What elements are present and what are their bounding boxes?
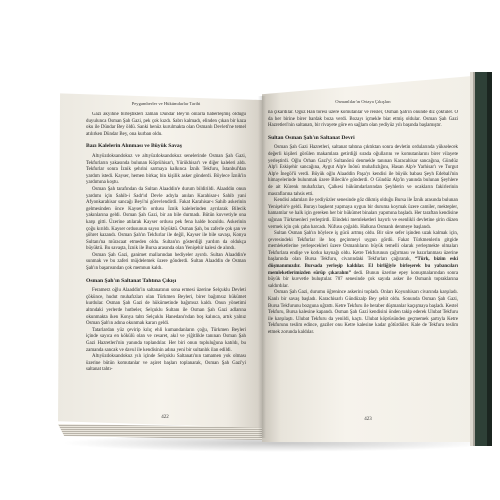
bold-quote: “Türk, bizim eski düşmanımızdır. Bursada yerleşip kaldılar. El birliğiyle birleşerek bu yabancıları memleketlerimizden sürüp çıkaralım”: [268, 257, 458, 276]
paragraph: [268, 231, 458, 290]
book-spine: [258, 96, 266, 438]
book-edge-cover: [470, 72, 492, 446]
section-heading: Bazı Kalelerin Alınması ve Büyük Savaş: [86, 143, 182, 150]
paragraph: Feramerz oğlu Alaaddin'in saltanatının sona ermesi üzerine Selçuklu Devleti çökünce, hudut muhafızları olan Türkmen Beyleri, birer bağımsız hükümet kurdular. Osman Şah Gazi de hükümetinde bağımsız kaldı. Onun yönetimi altındaki yerlerde hutbeler, Selçuklu Sultanı ile Osman Şah Gazi adlarına okunmakta iken Konya tahtı Selçuklu Hanedanı'ndan boş kalınca, artık yalnız Osman Şah'ın adına okunmak kararı geldi.: [86, 288, 246, 327]
paragraph: Osman Şah Gazi, durumu öğrenince askerini topladı. Onları Koyunhisarı civarında karşıladı. Kanlı bir savaş başladı. Karachisarlı Gündüzalp Bey şehit oldu. Sonunda Osman Şah Gazi, Bursa Tekfurunu bozguna uğrattı. Ketre Tekfuru ile beraber düşmanlar kaçışmaya başladı. Kestel Tekfuru, Bursa kalesine kapandı. Osman Şah Gazi kendisini önden takip ederek Ulubat Tekfuru ile karşılaştı. Ulubat Tekfuru da yenildi, kaçtı. Ulubat köprüsünden geçmemek şartıyla Ketre Tekfurunu teslim edince, gaziler onu Ketre kalesine kadar götürdüler. Kale de Tekfuru teslim etmek zorunda kaldılar.: [268, 290, 458, 335]
paragraph: Osman Şah Gazi Hazretleri, saltanat tahtına çıktıktan sonra devletin ordularında yükselecek değerli kişileri görülen makamlara getirdiği sırada oğullarını ve komutanlarını birer vilayete yerleştirdi. Oğlu Orhan Gazi'yi Sultanönü denmekle tanınan Karacahisar sancağına, Gündüz Alp'i Eskişehir sancağına, Aygut Alp'e İnönü muhafızlığını, Hasan Alp'e Yarhisar'ı ve Turgut Alp'e İnegöl'ü verdi. Büyük oğlu Alaaddin Paşa'yı kendisi ile büyük babası Şeyh Edebali'nin himayelerinde bulunmak üzere Bilecik'e gönderdi. O Gündüz Alp'in yanında bulunan Şeyhlere de ait Kürenk muhafızları, Çalkesi hükümdarlarından Şeyhlerin ve ocakların fakirlerinin masraflarına tahsis etti.: [268, 145, 458, 197]
right-running-header: Osmanlılar'ın Ortaya Çıkışları: [335, 99, 391, 104]
paragraph: Gazi akyihne birleştikleri zaman Dündar Bey'in onlarla haberleşmiş olduğu duyulunca Osman Şah Gazi, pek çok kızdı. Sabrı kalmadı, elinden çıkan bir kaza oku ile Dündar Bey öldü. Sanki henüz kurulmakta olan Osmanlı Devleti'ne temel atılırken Dündar Bey, ona kurban oldu.: [86, 112, 246, 137]
paragraph: Kendisi adamları ile yediyüzler senesinde göz dikmiş olduğu Bursa ile İznik arasında bulunan Yenişehir'e geldi. Burayı başkent yapmaya uygun bir duruma koymak üzere camiler, mektepler, hamamlar ve halk için gereken her bir hükümet binaları yapımına başladı. Her taraftan kendisine sığınan Türkmenleri yerleştirdi. Elindeki memleketleri hayırlı ve esenlikli devletine şirin düzen vermek için çok çaba harcadı. Nüfusu çoğaldı. Halkına Osmanlı denmeye başlandı.: [268, 198, 458, 230]
left-running-header: Peygamberler ve Hükümdarlar Tarihi: [131, 101, 201, 106]
left-page-number: 422: [161, 415, 169, 420]
paragraph: na çıkardılar. Oğuz Han töresi üzere komutanlar ve reisler, Osman Şah'ın önünde diz çöktüler. O da her birine birer bardak boza verdi. Bozayı içmekle biat etmiş oldular. Osman Şah Gazi Hazretleri'nin saltanatı, bir rivayete göre en sağlam olan yediyüz yılı başında başlamıştır.: [268, 110, 458, 129]
section-heading: Osman Şah'ın Saltanat Tahtına Çıkışı: [86, 277, 177, 284]
right-page-text: [268, 110, 458, 414]
paragraph: Altıyüzdoksandokuz ve altıyüzdoksandokuz senelerinde Osman Şah Gazi, Tekfurların yakasında bulunan Köprühisar'ı, Yürükhisar'ı ve diğer kaleleri aldı. Tekfurlar sonra İznik şehrini sarmaya kalkınca İznik Tekfuru, İstanbul'dan yardım istedi. Kayser, hemen birkaç bin kişilik asker gönderdi. Böylece İznik'in yardımına koştu.: [86, 153, 246, 186]
left-page-text: [86, 112, 246, 412]
paragraph: Tatarlardan yüz çevirip kılıç ehli kumandanların çoğu, Türkmen Beyleri içinde sayıca en kökülü olan ve cesaret, akıl ve yiğitlikle tanınan Osman Şah Gazi Hazretleri'nin yanında toplandılar. Her biri onun topluluğuna katıldı, bu zamanda sancak ve davul ile kendisinin adına yeni bir sultanlık ilan edildi.: [86, 327, 246, 353]
paragraph: Altıyüzdoksandokuz yılı içinde Selçuklu Saltanatı'nın tamamen yok olması üzerine bütün komutanlar ve aşiret başları toplanarak, Osman Şah Gazi'yi saltanat tahtı-: [86, 354, 246, 373]
section-heading: Sultan Osman Şah'ın Saltanat Devri: [268, 134, 355, 141]
paragraph-text: Sultan Osman Şah'ın böylece iş gücü artmış oldu. Bir süre sefer işinden uzak kalmak için, çevresindeki Tekfurlar ile hoş geçinmeyi uygun gördü. Fakat Türkmenlerin gitgide memleketlerine yerleşecekleri üzere Osmanlıların büyük temelli olarak yerleşmekte olmaları Tekfurlara endişe ve korku kaynağı oldu. Ketre Tekfurunun çağırması ve hazırlanması üzerine başlarında olan Bursa Tekfuru, civarındaki Tekfurları çağırarak,: [268, 231, 458, 263]
right-page-number: 423: [364, 417, 372, 422]
paragraph: Osman Şah Gazi, ganimet mallarından hediyeler ayırdı. Sultan Alaaddin'e sunmak ve bu zaferi müjdelemek üzere gönderdi. Sultan Alaaddin de Osman Şah'ın başarısından çok memnun kaldı.: [86, 252, 246, 272]
paragraph: Osman Şah tarafından da Sultan Alaaddin'e durum bildirildi. Alaaddin onun yardımı için Sahib-i Sadr'ıd Devle adıyla anılan Karahisar-ı Sahib yani Afyonkarahisar sancağı Beyi'ni görevlendirdi. Fakat Karahisar-ı Sahib askerinin gelmesinden önce Kayser'in ordusu İznik kalelerinden ayrılarak Bilecik yakınlarına geldi. Osman Şah Gazi, bir an bile durmadı. Bütün kuvvetiyle ona karşı gitti. Üzerine atılarak Kayser ordusu pek fena halde bozuldu. Askerinin çoğu kırıldı. Kayser ordusunun sayısı büyüktü. Osman Şah, bu zaferle çok şan ve şöhret kazandı. Osman Şah'ın Tekfurlar ile değil, Kayser ile bile savaşı, Konya Sultanı'na müracaat etmeden oldu. Sultan'ın gösterdiği yardım da oldukça büyüktü. Bu savaşta, İznik ile Bursa arasında olan Yenişehir kalesi de alındı.: [86, 186, 246, 252]
paragraph-text: dedi. Bunun üzerine epey konuşmalarından sonra büyük bir kuvvetle buluştular. 707 senesinde çok sayıda asker ile Osmanlı topraklarına saldırdılar.: [268, 270, 458, 289]
